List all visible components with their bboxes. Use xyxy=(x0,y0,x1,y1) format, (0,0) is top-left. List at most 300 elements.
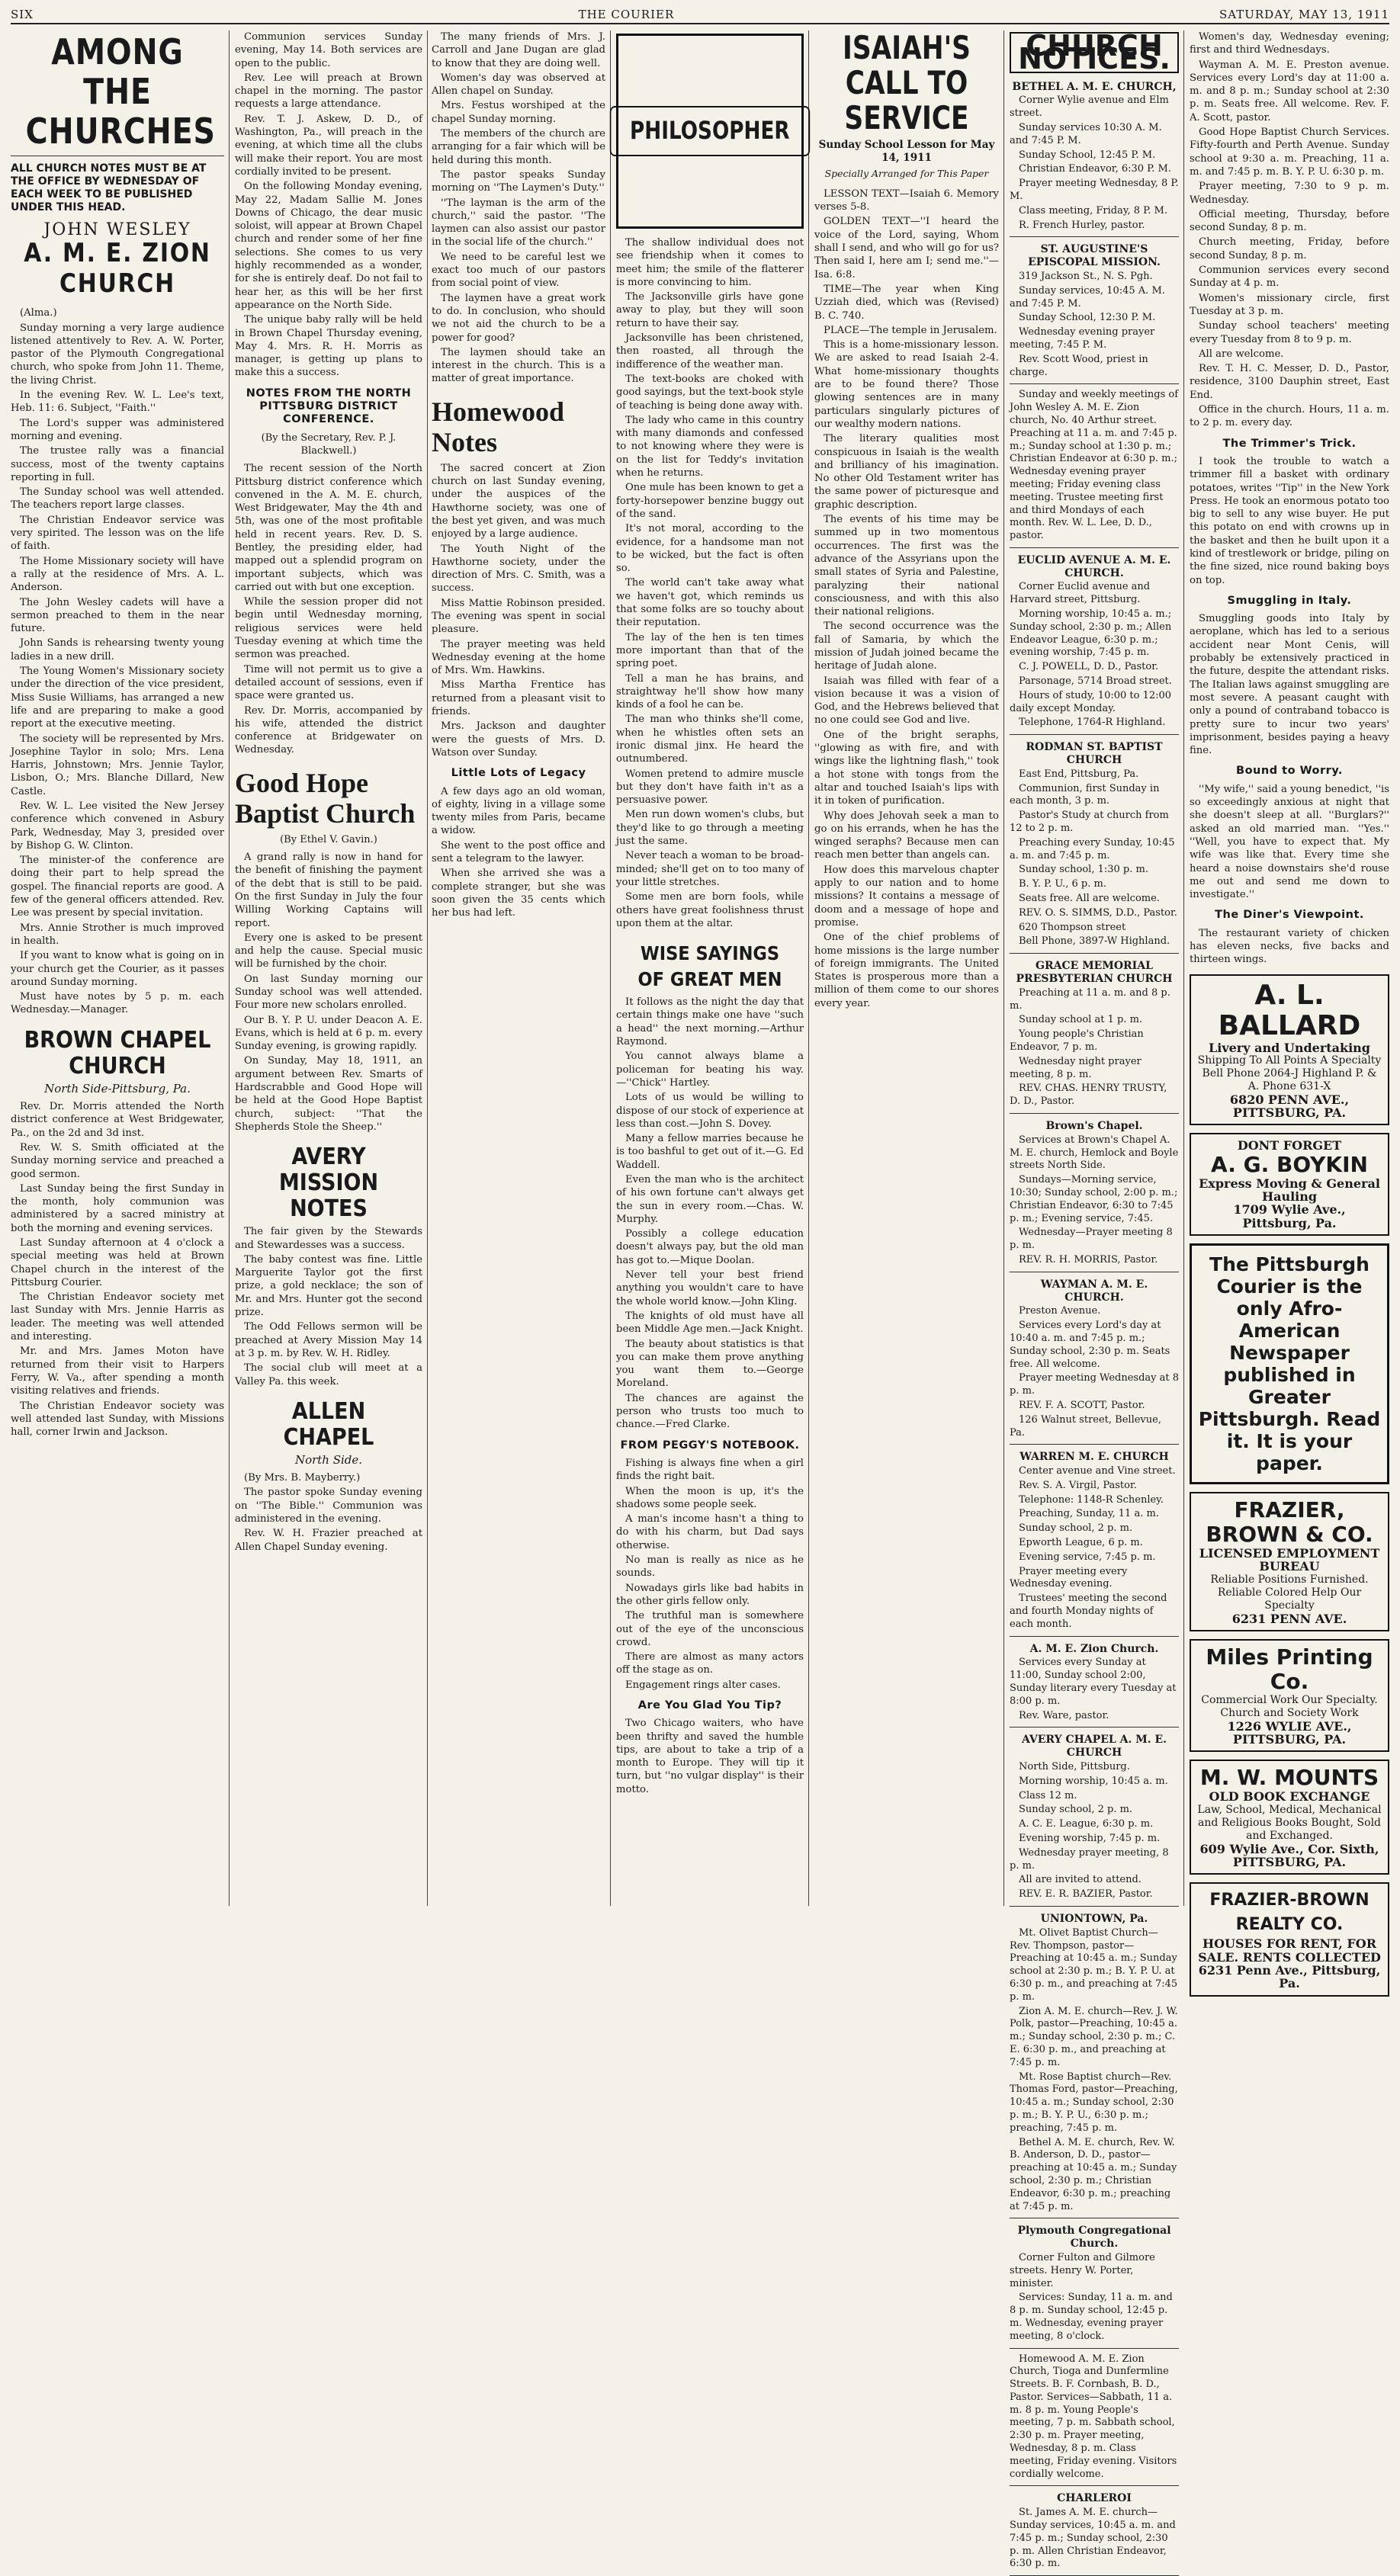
allen-chapel-subtitle: North Side. xyxy=(294,1452,363,1467)
column-rule xyxy=(1183,30,1184,1906)
courier-ad: The Pittsburgh Courier is the only Afro-American Newspaper published in Greater Pittsburgh. Read it. It is your paper. xyxy=(1190,1243,1389,1484)
ad-name: A. L. BALLARD xyxy=(1218,979,1361,1041)
diner-heading: The Diner's Viewpoint. xyxy=(1215,909,1364,922)
paragraph: Jacksonville has been christened, then roasted, all through the indifference of the weather man. xyxy=(616,332,804,371)
church-notice-line: 319 Jackson St., N. S. Pgh. xyxy=(1019,270,1153,282)
divider xyxy=(1010,2485,1179,2486)
church-subtitle: JOHN WESLEY xyxy=(43,220,191,239)
column-6 xyxy=(1010,29,1179,2570)
paragraph: The John Wesley cadets will have a sermon preached to them in the near future. xyxy=(11,596,224,635)
paragraph: If you want to know what is going on in your church get the Courier, as it passes around Sunday morning. xyxy=(11,950,224,988)
church-notice-line: Preaching at 11 a. m. and 8 p. m. xyxy=(1010,986,1170,1012)
avery-mission-heading: AVERY MISSION NOTES xyxy=(278,1144,379,1223)
paragraph: Never teach a woman to be broad-minded; she'll get on to too many of your little stretches. xyxy=(616,850,804,888)
church-notice-line: Evening service, 7:45 p. m. xyxy=(1019,1551,1156,1563)
church-notice-entry xyxy=(1010,1913,1179,2218)
church-notice-entry xyxy=(1010,2353,1179,2487)
paragraph: Women's day, Wednesday evening; first and third Wednesdays. xyxy=(1190,31,1389,56)
church-notice-line: East End, Pittsburg, Pa. xyxy=(1019,768,1139,780)
section-heading: AMONG THE CHURCHES xyxy=(25,31,216,152)
wise-sayings-heading: WISE SAYINGS OF GREAT MEN xyxy=(637,942,782,991)
paragraph: The Odd Fellows sermon will be preached at Avery Mission May 14 at 3 p. m. by Rev. W. H. Ridley. xyxy=(235,1321,422,1359)
byline: (By Ethel V. Gavin.) xyxy=(280,833,377,845)
paragraph: Mrs. Annie Strother is much improved in health. xyxy=(11,922,224,947)
church-notice-line: Morning worship, 10:45 a. m.; Sunday school, 2:30 p. m.; Allen Endeavor League, 6:30 p. m.; evening worship, 7:45 p. m. xyxy=(1010,608,1172,659)
paragraph: Isaiah was filled with fear of a vision because it was a vision of God, and the Hebrews believed that no one could see God and live. xyxy=(814,675,999,727)
paragraph: Mr. and Mrs. James Moton have returned from their visit to Harpers Ferry, W. Va., after spending a month visiting relatives and friends. xyxy=(11,1346,224,1397)
paragraph: On last Sunday morning our Sunday school was well attended. Four more new scholars enrolled. xyxy=(235,973,422,1012)
column-5 xyxy=(814,30,999,1906)
church-notice-title: UNIONTOWN, Pa. xyxy=(1040,1913,1148,1925)
ad-line: Reliable Positions Furnished. Reliable Colored Help Our Specialty xyxy=(1210,1573,1369,1612)
column-rule xyxy=(1003,30,1004,1906)
church-notice-line: Telephone, 1764-R Highland. xyxy=(1019,717,1166,729)
church-notice-entry xyxy=(1010,1120,1179,1272)
paragraph: A grand rally is now in hand for the benefit of finishing the payment of the debt that is still to be paid. On the first Sunday in July the four Willing Working Captains will report. xyxy=(235,852,422,929)
ad-line: HOUSES FOR RENT, FOR SALE. RENTS COLLECTED xyxy=(1198,1936,1381,1965)
paragraph: The Home Missionary society will have a rally at the residence of Mrs. A. L. Anderson. xyxy=(11,555,224,594)
paragraph: Every one is asked to be present and help the cause. Special music will be furnished by the choir. xyxy=(235,932,422,970)
church-notice-line: Wednesday evening prayer meeting, 7:45 P. M. xyxy=(1010,326,1155,351)
brown-chapel-heading: BROWN CHAPEL CHURCH xyxy=(24,1026,211,1079)
paragraph: The restaurant variety of chicken has eleven necks, five backs and thirteen wings. xyxy=(1190,927,1389,966)
church-notice-line: R. French Hurley, pastor. xyxy=(1019,219,1145,231)
paragraph: I took the trouble to watch a trimmer fill a basket with ordinary potatoes, writes ''Tip'' in the New York Press. He took an enormous potato too big to sell to any wise buyer. He put this potato on end with crowns up in the basket and then he built upon it a kind of trestlework or bridge, piling on the fine sized, nice round baking boys on top. xyxy=(1190,455,1389,586)
divider xyxy=(1010,734,1179,735)
paragraph: One of the bright seraphs, ''glowing as with fire, and with wings like the lightning flash,'' took a hot stone with tongs from the altar and touched Isaiah's lips with it in token of purification. xyxy=(814,729,999,807)
paragraph: The society will be represented by Mrs. Josephine Taylor in solo; Mrs. Lena Harris, Johnstown; Mrs. Jennie Taylor, Lisbon, O.; Mrs. Blanche Dillard, New Castle. xyxy=(11,733,224,797)
ad-name: FRAZIER-BROWN REALTY CO. xyxy=(1209,1891,1369,1935)
paragraph: LESSON TEXT—Isaiah 6. Memory verses 5-8. xyxy=(814,188,999,213)
church-notice-line: Services: Sunday, 11 a. m. and 8 p. m. Sunday school, 12:45 p. m. Wednesday, evening prayer meeting, 8 o'clock. xyxy=(1010,2292,1173,2342)
paragraph: The Lord's supper was administered morning and evening. xyxy=(11,417,224,442)
church-notice-line: 620 Thompson street xyxy=(1019,921,1126,933)
paragraph: The fair given by the Stewards and Stewardesses was a success. xyxy=(235,1226,422,1251)
paragraph: While the session proper did not begin until Wednesday morning, religious services were held Tuesday evening at which time the sermon was preached. xyxy=(235,596,422,661)
paragraph: Why does Jehovah seek a man to go on his errands, when he has the winged seraphs? Because men can reach men better than angels can. xyxy=(814,810,999,861)
church-notice-entry xyxy=(1010,960,1179,1114)
divider xyxy=(1010,1113,1179,1114)
church-notice-line: Sunday School, 12:30 P. M. xyxy=(1019,312,1156,324)
paragraph: The Christian Endeavor society met last Sunday with Mrs. Jennie Harris as leader. The meeting was well attended and interesting. xyxy=(11,1291,224,1343)
paragraph: Last Sunday being the first Sunday in the month, holy communion was administered by a sacred ministry at both the morning and evening services. xyxy=(11,1182,224,1234)
paragraph: This is a home-missionary lesson. We are asked to read Isaiah 2-4. What home-missionary thoughts are to be found there? Those glowing sentences are in many particulars singularly pictures of our wealthy modern nations. xyxy=(814,339,999,430)
church-notice-line: Christian Endeavor, 6:30 P. M. xyxy=(1019,163,1171,175)
paragraph: Men run down women's clubs, but they'd like to go through a meeting just the same. xyxy=(616,809,804,848)
church-notice-entry xyxy=(1010,389,1179,548)
ad-line: Express Moving & General Hauling xyxy=(1199,1176,1380,1205)
paragraph: It's not moral, according to the evidence, for a handsome man not to be wicked, but the fact is often so. xyxy=(616,523,804,575)
paragraph: Time will not permit us to give a detailed account of sessions, even if space were granted us. xyxy=(235,663,422,702)
ad-line: 6231 PENN AVE. xyxy=(1231,1611,1347,1626)
paragraph: The literary qualities most conspicuous in Isaiah is the wealth and brilliancy of his imagination. No other Old Testament writer has the same power of picturesque and graphic description. xyxy=(814,433,999,511)
paragraph: Office in the church. Hours, 11 a. m. to 2 p. m. every day. xyxy=(1190,404,1389,429)
article-body xyxy=(432,30,605,386)
peggy-heading: FROM PEGGY'S NOTEBOOK. xyxy=(620,1439,800,1452)
paragraph: PLACE—The temple in Jerusalem. xyxy=(824,324,997,336)
ballard-ad xyxy=(1190,974,1389,1126)
paragraph: TIME—The year when King Uzziah died, which was (Revised) B. C. 740. xyxy=(814,283,999,322)
smuggling-heading: Smuggling in Italy. xyxy=(1227,594,1352,607)
paragraph: The laymen have a great work to do. In conclusion, who should we not aid the church to be a power for good? xyxy=(432,292,605,344)
paragraph: Rev. W. S. Smith officiated at the Sunday morning service and preached a good sermon. xyxy=(11,1141,224,1180)
paragraph: ''My wife,'' said a young benedict, ''is so exceedingly anxious at night that she doesn't sleep at all. ''Burglars?'' asked an old married man. ''Yes.'' ''Well, you have to expect that. My wife was like that. Every time she heard a noise downstairs she'd rouse me out and send me down to investigate.'' xyxy=(1190,783,1389,901)
ad-line: Bell Phone 2064-J Highland P. & A. Phone 631-X xyxy=(1202,1067,1377,1092)
paragraph: Must have notes by 5 p. m. each Wednesday.—Manager. xyxy=(11,991,224,1016)
good-hope-heading: Good Hope Baptist Church xyxy=(235,767,416,829)
paragraph: You cannot always blame a policeman for beating his way.—''Chick'' Hartley. xyxy=(616,1051,804,1089)
church-notice-title: WARREN M. E. CHURCH xyxy=(1019,1451,1169,1464)
paragraph: Miss Mattie Robinson presided. The evening was spent in social pleasure. xyxy=(432,597,605,636)
church-notice-line: Prayer meeting Wednesday, 8 P. M. xyxy=(1010,178,1179,202)
article-body xyxy=(432,462,605,760)
divider xyxy=(1010,953,1179,954)
church-notice-line: Corner Fulton and Gilmore streets. Henry W. Porter, minister. xyxy=(1010,2251,1155,2289)
column-7 xyxy=(1190,30,1389,1991)
church-notice-line: Sunday school, 2 p. m. xyxy=(1019,1522,1133,1535)
column-1 xyxy=(11,30,224,1906)
church-notice-line: Seats free. All are welcome. xyxy=(1019,893,1160,905)
paragraph: The baby contest was fine. Little Marguerite Taylor got the first prize, a gold necklace; the son of Mr. and Mrs. Hunter got the second prize. xyxy=(235,1253,422,1319)
paragraph: The pastor spoke Sunday evening on ''The Bible.'' Communion was administered in the evening. xyxy=(235,1487,422,1525)
paragraph: The knights of old must have all been Middle Age men.—Jack Knight. xyxy=(616,1310,804,1336)
divider xyxy=(1010,1444,1179,1445)
paragraph: Tell a man he has brains, and straightway he'll show how many kinds of a fool he can be. xyxy=(616,672,804,711)
church-notice-line: Sunday services, 10:45 A. M. and 7:45 P. M. xyxy=(1010,284,1165,310)
paragraph: The Christian Endeavor society was well attended last Sunday, with Missions hall, corner Irwin and Jackson. xyxy=(11,1400,224,1439)
paragraph: In the evening Rev. W. L. Lee's text, Heb. 11: 6. Subject, ''Faith.'' xyxy=(11,390,224,415)
ad-line: 6820 PENN AVE., PITTSBURG, PA. xyxy=(1229,1092,1350,1121)
church-notice-line: Communion, first Sunday in each month, 3 p. m. xyxy=(1010,782,1160,807)
miles-ad xyxy=(1190,1639,1389,1753)
submission-notice: ALL CHURCH NOTES MUST BE AT THE OFFICE BY WEDNESDAY OF EACH WEEK TO BE PUBLISHED UNDER THIS HEAD. xyxy=(11,162,207,213)
paragraph: Good Hope Baptist Church Services. Fifty-fourth and Perth Avenue. Sunday school at 9:30 a. m. Preaching, 11 a. m. and 7:45 p. m. B. Y. P. U. 6:30 p. m. xyxy=(1190,127,1389,178)
trick-heading: The Trimmer's Trick. xyxy=(1222,437,1357,450)
ad-line: Law, School, Medical, Mechanical and Religious Books Bought, Sold and Exchanged. xyxy=(1197,1803,1382,1842)
paragraph: How does this marvelous chapter apply to our nation and to home missions? It contains a message of doom and a message of hope and promise. xyxy=(814,864,999,929)
church-notice-entry xyxy=(1010,1734,1179,1907)
church-notice-entry xyxy=(1010,554,1179,735)
column-rule xyxy=(427,30,428,1906)
church-notice-line: Preaching every Sunday, 10:45 a. m. and 7:45 p. m. xyxy=(1010,836,1175,861)
paragraph: Rev. Dr. Morris attended the North district conference at West Bridgewater, Pa., on the 2d and 3d inst. xyxy=(11,1101,224,1139)
paragraph: The laymen should take an interest in the church. This is a matter of great importance. xyxy=(432,346,605,385)
paragraph: One of the chief problems of home missions is the large number of foreign immigrants. The United States is prosperous more than a million of them come to our shores every year. xyxy=(814,932,999,1009)
paragraph: The pastor speaks Sunday morning on ''The Laymen's Duty.'' xyxy=(432,168,605,194)
ad-name: FRAZIER, BROWN & CO. xyxy=(1206,1497,1373,1547)
church-notice-entry xyxy=(1010,243,1179,384)
paragraph: Rev. T. H. C. Messer, D. D., Pastor, residence, 3100 Dauphin street, East End. xyxy=(1190,363,1389,401)
column-3 xyxy=(432,30,605,1906)
ad-line: DONT FORGET xyxy=(1237,1138,1342,1153)
paragraph: The trustee rally was a financial success, most of the twenty captains reporting in full. xyxy=(11,445,224,483)
paragraph: The world can't take away what we haven't got, which reminds us that some folks are so touchy about their reputation. xyxy=(616,577,804,629)
worry-heading: Bound to Worry. xyxy=(1236,765,1343,778)
church-notice-title: ST. AUGUSTINE'S EPISCOPAL MISSION. xyxy=(1028,243,1161,269)
church-notice-line: Telephone: 1148-R Schenley. xyxy=(1019,1493,1164,1506)
paragraph: On Sunday, May 18, 1911, an argument between Rev. Smarts of Hardscrabble and Good Hope will be held at the Good Hope Baptist church, subject: ''That the Shepherds Stole the Sheep.'' xyxy=(235,1055,422,1133)
ad-name: A. G. BOYKIN xyxy=(1211,1151,1368,1177)
ad-line: Commercial Work Our Specialty. Church and Society Work xyxy=(1201,1693,1378,1719)
article-body xyxy=(616,1457,804,1692)
church-notice-entry xyxy=(1010,1451,1179,1636)
church-notice-line: Prayer meeting every Wednesday evening. xyxy=(1010,1565,1128,1590)
paragraph: Church meeting, Friday, before second Sunday, 8 p. m. xyxy=(1190,236,1389,261)
church-notice-line: Sunday school, 1:30 p. m. xyxy=(1019,864,1148,876)
paragraph: Smuggling goods into Italy by aeroplane, which has led to a serious accident near Mont Cenis, will probably be extensively practiced in the future, despite the attendant risks. The Italian laws against smuggling are most severe. A peasant caught with only a pound of contraband tobacco is pretty sure to incur two years' imprisonment, besides paying a heavy fine. xyxy=(1190,613,1389,757)
paragraph: All are welcome. xyxy=(1199,348,1284,360)
paragraph: The beauty about statistics is that you can make them prove anything you want them to.—George Moreland. xyxy=(616,1338,804,1390)
paragraph: Possibly a college education doesn't always pay, but the old man has got to.—Mique Doolan. xyxy=(616,1228,804,1266)
church-notices-list xyxy=(1010,81,1179,2576)
masthead xyxy=(11,6,1389,24)
paragraph: (Alma.) xyxy=(20,307,57,319)
paragraph: Fishing is always fine when a girl finds the right bait. xyxy=(616,1457,804,1483)
church-notice-line: Parsonage, 5714 Broad street. xyxy=(1019,675,1172,688)
church-notice-title: AVERY CHAPEL A. M. E. CHURCH xyxy=(1022,1734,1167,1760)
church-notice-title: RODMAN ST. BAPTIST CHURCH xyxy=(1026,741,1163,767)
church-notice-line: Services every Sunday at 11:00, Sunday school 2:00, Sunday literary every Tuesday at 8:00 p. m. xyxy=(1010,1657,1177,1707)
paragraph: The unique baby rally will be held in Brown Chapel Thursday evening, May 4. Mrs. R. H. Morris as manager, is getting up plans to make this a success. xyxy=(235,314,422,379)
paragraph: The recent session of the North Pittsburg district conference which convened in the A. M. E. church, West Bridgewater, May the 4th and 5th, was one of the most profitable held in recent years. Rev. D. S. Bentley, the presiding elder, had mapped out a splendid program on important subjects, which was carried out with but one exception. xyxy=(235,463,422,593)
divider xyxy=(1010,383,1179,384)
paragraph: Rev. W. H. Frazier preached at Allen Chapel Sunday evening. xyxy=(235,1528,422,1553)
church-notice-line: Class 12 m. xyxy=(1019,1789,1077,1801)
paragraph: She went to the post office and sent a telegram to the lawyer. xyxy=(432,839,605,865)
paragraph: The truthful man is somewhere out of the eye of the unconscious crowd. xyxy=(616,1610,804,1648)
column-rule xyxy=(610,30,611,1906)
ad-line: 1709 Wylie Ave., Pittsburg, Pa. xyxy=(1233,1202,1346,1230)
paragraph: Nowadays girls like bad habits in the other girls fellow only. xyxy=(616,1582,804,1607)
church-notice-line: North Side, Pittsburg. xyxy=(1019,1761,1130,1773)
ad-name: M. W. MOUNTS xyxy=(1199,1765,1379,1791)
paragraph: Mrs. Jackson and daughter were the guests of Mrs. D. Watson over Sunday. xyxy=(432,720,605,759)
ad-line: Shipping To All Points A Specialty xyxy=(1197,1054,1382,1067)
column-4 xyxy=(616,30,804,1906)
paragraph: A few days ago an old woman, of eighty, living in a village some twenty miles from Paris, became a widow. xyxy=(432,785,605,837)
church-notice-title: GRACE MEMORIAL PRESBYTERIAN CHURCH xyxy=(1016,960,1173,985)
realty-ad xyxy=(1190,1882,1389,1996)
church-notice-line: Class meeting, Friday, 8 P. M. xyxy=(1019,204,1167,217)
church-notice-line: Services every Lord's day at 10:40 a. m. and 7:45 p. m.; Sunday school, 2:30 p. m. Seats free. All welcome. xyxy=(1010,1320,1170,1370)
brown-chapel-subtitle: North Side-Pittsburg, Pa. xyxy=(44,1081,191,1096)
lesson-subtitle: Sunday School Lesson for May 14, 1911 xyxy=(818,139,995,165)
paragraph: Miss Martha Frentice has returned from a pleasant visit to friends. xyxy=(432,679,605,718)
church-notice-entry xyxy=(1010,1643,1179,1728)
conference-heading: NOTES FROM THE NORTH PITTSBURG DISTRICT CONFERENCE. xyxy=(246,387,412,426)
paragraph: Many a fellow marries because he is too bashful to get out of it.—G. Ed Waddell. xyxy=(616,1133,804,1171)
church-notice-title: WAYMAN A. M. E. CHURCH. xyxy=(1040,1278,1148,1304)
church-notice-line: Mt. Rose Baptist church—Rev. Thomas Ford, pastor—Preaching, 10:45 a. m.; Sunday school, 2:30 p. m.; B. Y. P. U., 6:30 p. m.; preaching, 7:45 p. m. xyxy=(1010,2071,1178,2134)
church-notice-line: Sunday services 10:30 A. M. and 7:45 P. M. xyxy=(1010,121,1162,146)
church-notice-line: Rev. Scott Wood, priest in charge. xyxy=(1010,353,1148,378)
issue-date: SATURDAY, MAY 13, 1911 xyxy=(1219,8,1389,21)
church-notice-line: Services at Brown's Chapel A. M. E. church, Hemlock and Boyle streets North Side. xyxy=(1010,1134,1179,1172)
church-notice-line: Homewood A. M. E. Zion Church, Tioga and Dunfermline Streets. B. F. Cornbash, B. D., Pastor. Services—Sabbath, 11 a. m. 8 p. m. Young People's meeting, 7 p. m. Sabbath school, 2:30 p. m. Prayer meeting, Wednesday, 8 p. m. Class meeting, Friday evening. Visitors cordially welcome. xyxy=(1010,2353,1177,2480)
article-body xyxy=(814,188,999,1010)
paragraph: When the moon is up, it's the shadows some people seek. xyxy=(616,1485,804,1510)
church-notice-title: Brown's Chapel. xyxy=(1045,1119,1143,1132)
paragraph: Communion services Sunday evening, May 14. Both services are open to the public. xyxy=(235,31,422,69)
church-notice-entry xyxy=(1010,2492,1179,2576)
paragraph: On the following Monday evening, May 22, Madam Sallie M. Jones Downs of Chicago, the dear music soloist, will appear at Brown Chapel church and render some of her fine selections. She comes to us very highly recommended as a wonder, for she is entirely deaf. Do not fail to hear her, as this will be her first appearance on the North Side. xyxy=(235,181,422,311)
paragraph: A man's income hasn't a thing to do with his charm, but Dad says otherwise. xyxy=(616,1513,804,1551)
paragraph: The sacred concert at Zion church on last Sunday evening, under the auspices of the Hawthorne society, was one of the best yet given, and was much enjoyed by a large audience. xyxy=(432,462,605,541)
church-notice-line: B. Y. P. U., 6 p. m. xyxy=(1019,878,1106,890)
paragraph: Rev. Lee will preach at Brown chapel in the morning. The pastor requests a large attendance. xyxy=(235,72,422,111)
paragraph: Women pretend to admire muscle but they don't have faith in't as a persuasive power. xyxy=(616,768,804,807)
church-notice-line: Preaching, Sunday, 11 a. m. xyxy=(1019,1508,1159,1520)
ad-line: 609 Wylie Ave., Cor. Sixth, PITTSBURG, PA. xyxy=(1199,1841,1379,1870)
church-notice-title: BETHEL A. M. E. CHURCH, xyxy=(1012,80,1177,93)
church-notice-line: Morning worship, 10:45 a. m. xyxy=(1019,1775,1168,1787)
paragraph: Rev. W. L. Lee visited the New Jersey conference which convened in Asbury Park, Wednesday, May 3, presided over by Bishop G. W. Clinton. xyxy=(11,800,224,852)
church-notice-line: Rev. S. A. Virgil, Pastor. xyxy=(1019,1479,1137,1491)
paragraph: The prayer meeting was held Wednesday evening at the home of Mrs. Wm. Hawkins. xyxy=(432,638,605,677)
column-rule xyxy=(808,30,809,1906)
church-notice-line: Sunday School, 12:45 P. M. xyxy=(1019,149,1156,161)
church-notice-title: EUCLID AVENUE A. M. E. CHURCH. xyxy=(1017,553,1171,579)
paragraph: The many friends of Mrs. J. Carroll and Jane Dugan are glad to know that they are doing well. xyxy=(432,31,605,69)
paragraph: The man who thinks she'll come, when he whistles often sets an ironic dismal jinx. He heard the outnumbered. xyxy=(616,714,804,765)
church-notice-line: 126 Walnut street, Bellevue, Pa. xyxy=(1010,1413,1161,1439)
paragraph: The lady who came in this country with many diamonds and confessed to not knowing where they were is on the list for Teddy's invitation when he returns. xyxy=(616,414,804,480)
paragraph: The second occurrence was the fall of Samaria, by which the mission of Judah joined became the heritage of Judah alone. xyxy=(814,621,999,672)
paragraph: The Christian Endeavor service was very spirited. The lesson was on the life of faith. xyxy=(11,514,224,553)
divider xyxy=(1010,2348,1179,2349)
divider xyxy=(1010,1636,1179,1637)
church-notice-line: Center avenue and Vine street. xyxy=(1019,1465,1176,1477)
paragraph: The Youth Night of the Hawthorne society, under the direction of Mrs. C. Smith, was a success. xyxy=(432,543,605,595)
paragraph: Our B. Y. P. U. under Deacon A. E. Evans, which is held at 6 p. m. every Sunday evening, is growing rapidly. xyxy=(235,1014,422,1053)
paragraph: The text-books are choked with good sayings, but the text-book style of teaching is being done away with. xyxy=(616,373,804,412)
ad-line: 6231 Penn Ave., Pittsburg, Pa. xyxy=(1198,1962,1381,1991)
church-notice-line: Bethel A. M. E. church, Rev. W. B. Anderson, D. D., pastor—preaching at 10:45 a. m.; Sunday school, 2:30 p. m.; Christian Endeavor, 6:30 p. m.; preaching at 7:45 p. m. xyxy=(1010,2136,1177,2212)
church-title: A. M. E. ZION CHURCH xyxy=(24,238,211,300)
article-body xyxy=(616,236,804,930)
church-notice-entry xyxy=(1010,741,1179,954)
allen-chapel-heading: ALLEN CHAPEL xyxy=(283,1397,374,1451)
church-notice-line: Wednesday—Prayer meeting 8 p. m. xyxy=(1010,1227,1173,1252)
paragraph: The lay of the hen is ten times more important than that of the spring poet. xyxy=(616,631,804,670)
paragraph: The members of the church are arranging for a fair which will be held during this month. xyxy=(432,128,605,166)
church-notice-line: Evening worship, 7:45 p. m. xyxy=(1019,1833,1161,1845)
article-body xyxy=(432,785,605,920)
church-notice-line: Sunday school, 2 p. m. xyxy=(1019,1804,1133,1816)
column-2 xyxy=(235,30,422,1906)
church-notice-line: Hours of study, 10:00 to 12:00 daily except Monday. xyxy=(1010,689,1172,714)
byline: (By the Secretary, Rev. P. J. Blackwell.) xyxy=(261,431,397,457)
paragraph: The events of his time may be summed up in two momentous occurrences. The first was the advance of the Assyrians upon the small states of Syria and Palestine, paralyzing their national consciousness, and with this also their national religions. xyxy=(814,514,999,618)
paragraph: Never tell your best friend anything you wouldn't care to have the whole world know.—John Kling. xyxy=(616,1269,804,1307)
church-notice-entry xyxy=(1010,1278,1179,1445)
paper-name: THE COURIER xyxy=(578,8,675,21)
paragraph: Even the man who is the architect of his own fortune can't always get the sun in every room.—Chas. W. Murphy. xyxy=(616,1174,804,1225)
divider xyxy=(1010,1906,1179,1907)
paragraph: Rev. T. J. Askew, D. D., of Washington, Pa., will preach in the evening, at which time all the clubs will make their report. You are most cordially invited to be present. xyxy=(235,113,422,178)
paragraph: No man is really as nice as he sounds. xyxy=(616,1554,804,1580)
paragraph: The chances are against the person who trusts too much to chance.—Fred Clarke. xyxy=(616,1392,804,1431)
divider xyxy=(1010,236,1179,237)
lesson-note: Specially Arranged for This Paper xyxy=(824,167,989,179)
church-notice-line: All are invited to attend. xyxy=(1019,1874,1142,1886)
page-number: SIX xyxy=(11,8,34,21)
paragraph: Two Chicago waiters, who have been thrifty and saved the humble tips, are about to take a trip of a month to Europe. They will tip it turn, but ''no vulgar display'' is their motto. xyxy=(616,1718,804,1795)
church-notice-line: REV. E. R. BAZIER, Pastor. xyxy=(1019,1888,1153,1901)
lesson-heading: ISAIAH'S CALL TO SERVICE xyxy=(843,29,971,136)
church-notice-line: Sundays—Morning service, 10:30; Sunday school, 2:00 p. m.; Christian Endeavor, 6:30 to 7:45 p. m.; Evening service, 7:45. xyxy=(1010,1174,1178,1224)
church-notice-line: Wednesday night prayer meeting, 8 p. m. xyxy=(1010,1055,1142,1080)
paragraph: ''The layman is the arm of the church,'' said the pastor. ''The laymen can also assist our pastor in the social life of the church.'' xyxy=(432,197,605,249)
church-notice-title: CHARLEROI xyxy=(1057,2492,1132,2505)
paragraph: The Sunday school was well attended. The teachers report large classes. xyxy=(11,486,224,512)
paragraph: Some men are born fools, while others have great foolishness thrust upon them at the altar. xyxy=(616,891,804,929)
church-notice-line: Bell Phone, 3897-W Highland. xyxy=(1019,935,1170,948)
ad-line: 1226 WYLIE AVE., PITTSBURG, PA. xyxy=(1227,1718,1352,1747)
paragraph: One mule has been known to get a forty-horsepower benzine buggy out of the sand. xyxy=(616,482,804,520)
article-body xyxy=(616,996,804,1432)
ad-name: Miles Printing Co. xyxy=(1206,1644,1373,1694)
paragraph: We need to be careful lest we exact too much of our pastors from social point of view. xyxy=(432,251,605,290)
paragraph: Official meeting, Thursday, before second Sunday, 8 p. m. xyxy=(1190,208,1389,234)
church-notice-line: St. James A. M. E. church—Sunday services, 10:45 a. m. and 7:45 p. m.; Sunday school, 2:30 p. m. Allen Christian Endeavor, 6:30 p. m. xyxy=(1010,2507,1176,2570)
church-notice-line: Sunday school at 1 p. m. xyxy=(1019,1014,1143,1026)
paragraph: It follows as the night the day that certain things make one have ''such a head'' the next morning.—Arthur Raymond. xyxy=(616,996,804,1048)
divider xyxy=(1010,547,1179,548)
article-body xyxy=(1190,30,1389,430)
church-notice-line: Epworth League, 6 p. m. xyxy=(1019,1537,1143,1549)
paragraph: When she arrived she was a complete stranger, but she was soon given the 35 cents which her bus had left. xyxy=(432,868,605,919)
ad-line: LICENSED EMPLOYMENT BUREAU xyxy=(1199,1545,1380,1574)
church-notice-line: REV. F. A. SCOTT, Pastor. xyxy=(1019,1399,1145,1411)
paragraph: Women's day was observed at Allen chapel on Sunday. xyxy=(432,72,605,98)
church-notice-line: REV. R. H. MORRIS, Pastor. xyxy=(1019,1253,1158,1266)
paragraph: Mrs. Festus worshiped at the chapel Sunday morning. xyxy=(432,100,605,125)
philosopher-title: PHILOSOPHER xyxy=(610,106,810,156)
church-notice-line: Mt. Olivet Baptist Church—Rev. Thompson, pastor—Preaching at 10:45 a. m.; Sunday school at 2:30 p. m.; B. Y. P. U. at 6:30 p. m., and preaching at 7:45 p. m. xyxy=(1010,1926,1178,2003)
paragraph: Women's missionary circle, first Tuesday at 3 p. m. xyxy=(1190,292,1389,317)
paragraph: The social club will meet at a Valley Pa. this week. xyxy=(235,1362,422,1387)
church-notice-line: Corner Euclid avenue and Harvard street, Pittsburg. xyxy=(1010,581,1151,606)
tip-heading: Are You Glad You Tip? xyxy=(637,1699,782,1711)
church-notices-heading: CHURCH NOTICES. xyxy=(1010,32,1179,73)
ad-line: OLD BOOK EXCHANGE xyxy=(1209,1789,1370,1804)
frazier-ad xyxy=(1190,1492,1389,1631)
paragraph: The minister-of the conference are doing their part to help spread the gospel. The financial reports are good. A few of the general officers attended. Rev. Lee was present by special invitation. xyxy=(11,855,224,919)
paragraph: The Jacksonville girls have gone away to play, but they will soon return to have their say. xyxy=(616,291,804,329)
church-notice-line: A. C. E. League, 6:30 p. m. xyxy=(1019,1818,1154,1830)
church-notice-line: Pastor's Study at church from 12 to 2 p. m. xyxy=(1010,810,1169,835)
church-notice-line: Prayer meeting Wednesday at 8 p. m. xyxy=(1010,1372,1179,1397)
church-notice-title: A. M. E. Zion Church. xyxy=(1029,1642,1159,1655)
church-notice-line: REV. CHAS. HENRY TRUSTY, D. D., Pastor. xyxy=(1010,1083,1167,1108)
article-body xyxy=(235,1225,422,1388)
column-rule xyxy=(229,30,230,1906)
philosopher-banner xyxy=(616,34,804,229)
church-notice-line: Young people's Christian Endeavor, 7 p. m. xyxy=(1010,1028,1144,1053)
article-body xyxy=(235,30,422,380)
paragraph: Wayman A. M. E. Preston avenue. Services every Lord's day at 11:00 a. m. and 8 p. m.; Sunday school at 2:30 p. m. Seats free. All welcome. Rev. F. A. Scott, pastor. xyxy=(1190,59,1389,124)
ad-line: Livery and Undertaking xyxy=(1209,1040,1370,1055)
paragraph: John Sands is rehearsing twenty young ladies in a new drill. xyxy=(11,637,224,662)
paragraph: The shallow individual does not see friendship when it comes to meet him; the smile of the flatterer is more convincing to him. xyxy=(616,237,804,288)
paragraph: The Young Women's Missionary society under the direction of the vice president, Miss Susie Williams, has arranged a new life and are preparing to make a good report at the executive meeting. xyxy=(11,666,224,730)
church-notice-title: Plymouth Congregational Church. xyxy=(1017,2225,1171,2250)
paragraph: There are almost as many actors off the stage as on. xyxy=(616,1651,804,1676)
church-notice-line: REV. O. S. SIMMS, D.D., Pastor. xyxy=(1019,906,1177,919)
paragraph: Sunday school teachers' meeting every Tuesday from 8 to 9 p. m. xyxy=(1190,320,1389,345)
paragraph: Last Sunday afternoon at 4 o'clock a special meeting was held at Brown Chapel church in the interest of the Pittsburg Courier. xyxy=(11,1237,224,1288)
